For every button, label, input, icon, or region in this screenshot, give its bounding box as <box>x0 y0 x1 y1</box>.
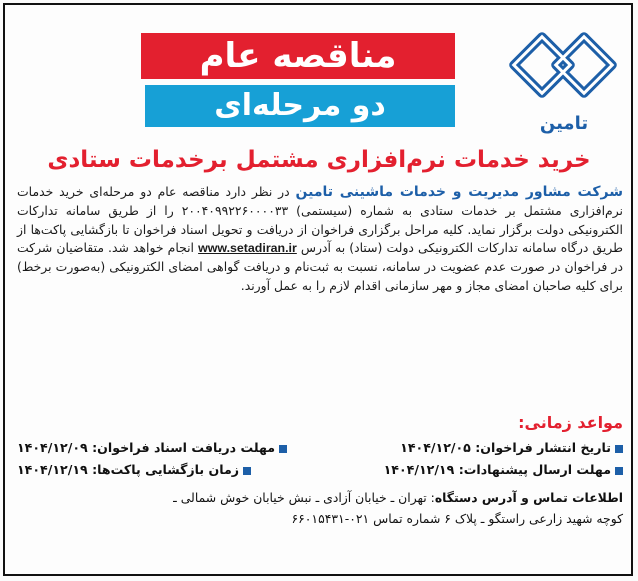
notice-header <box>9 11 631 141</box>
notice-headline: خرید خدمات نرم‌افزاری مشتمل برخدمات ستادی <box>47 147 591 173</box>
schedule-item: زمان بازگشایی پاکت‌ها: ۱۴۰۴/۱۲/۱۹ <box>17 459 251 481</box>
address-line-1: اطلاعات تماس و آدرس دستگاه: تهران ـ خیابان آزادی ـ نبش خیابان خوش شمالی ـ <box>173 490 623 505</box>
date-value: ۱۴۰۴/۱۲/۱۹ <box>17 462 88 477</box>
schedule-row <box>17 437 623 459</box>
schedule-title: مواعد زمانی: <box>518 413 623 432</box>
website-link[interactable]: www.setadiran.ir <box>198 241 297 256</box>
date-value: ۱۴۰۴/۱۲/۰۵ <box>400 440 471 455</box>
notice-body <box>17 183 623 296</box>
address-line-2: کوچه شهید زارعی راستگو ـ پلاک ۶ شماره تماس ۰۲۱-۶۶۰۱۵۴۳۱ <box>291 511 623 526</box>
company-name: شرکت مشاور مدیریت و خدمات ماشینی تامین <box>295 184 623 200</box>
body-paragraph-1: در نظر دارد مناقصه عام دو مرحله‌ای خرید خدمات نرم‌افزاری مشتمل بر خدمات ستادی به شماره (سیستمی) ۲۰۰۴۰۹۹۲۲۶۰۰۰۰۳۳ را از طریق سامانه تدارکات الکترونیکی دولت برگزار نماید. کلیه مراحل برگزاری فراخوان از دریافت و تحویل اسناد فراخوان تا بازگشایی پاکت‌ها از طریق درگاه سامانه تدارکات الکترونیکی دولت (ستاد) به آدرس <box>17 184 624 256</box>
bullet-square-icon <box>615 467 623 475</box>
schedule-list <box>17 437 623 481</box>
notice-frame <box>3 3 633 576</box>
schedule-item: مهلت ارسال پیشنهادات: ۱۴۰۴/۱۲/۱۹ <box>384 459 623 481</box>
date-value: ۱۴۰۴/۱۲/۱۹ <box>383 462 455 477</box>
tamin-logo <box>502 31 626 143</box>
bullet-square-icon <box>279 445 287 453</box>
schedule-item: تاریخ انتشار فراخوان: ۱۴۰۴/۱۲/۰۵ <box>400 437 623 459</box>
logo-text: تامین <box>539 113 589 134</box>
body-paragraph-2: انجام خواهد شد. متقاضیان شرکت در فراخوان در صورت عدم عضویت در سامانه، نسبت به ثبت‌نام و دریافت گواهی امضای الکترونیکی (به‌صورت برخط) برای کلیه صاحبان امضای مجاز و مهر سازمانی اقدام لازم را به عمل آورند. <box>17 240 623 293</box>
date-value: ۱۴۰۴/۱۲/۰۹ <box>17 440 88 455</box>
tamin-knot-logo-icon <box>502 31 626 111</box>
tender-type-title: مناقصه عام <box>141 33 455 79</box>
bullet-square-icon <box>615 445 623 453</box>
tender-stage-title: دو مرحله‌ای <box>145 85 455 127</box>
schedule-row <box>17 459 623 481</box>
contact-info <box>17 487 623 529</box>
bullet-square-icon <box>243 467 251 475</box>
schedule-item: مهلت دریافت اسناد فراخوان: ۱۴۰۴/۱۲/۰۹ <box>17 437 287 459</box>
contact-label: اطلاعات تماس و آدرس دستگاه <box>434 490 623 505</box>
